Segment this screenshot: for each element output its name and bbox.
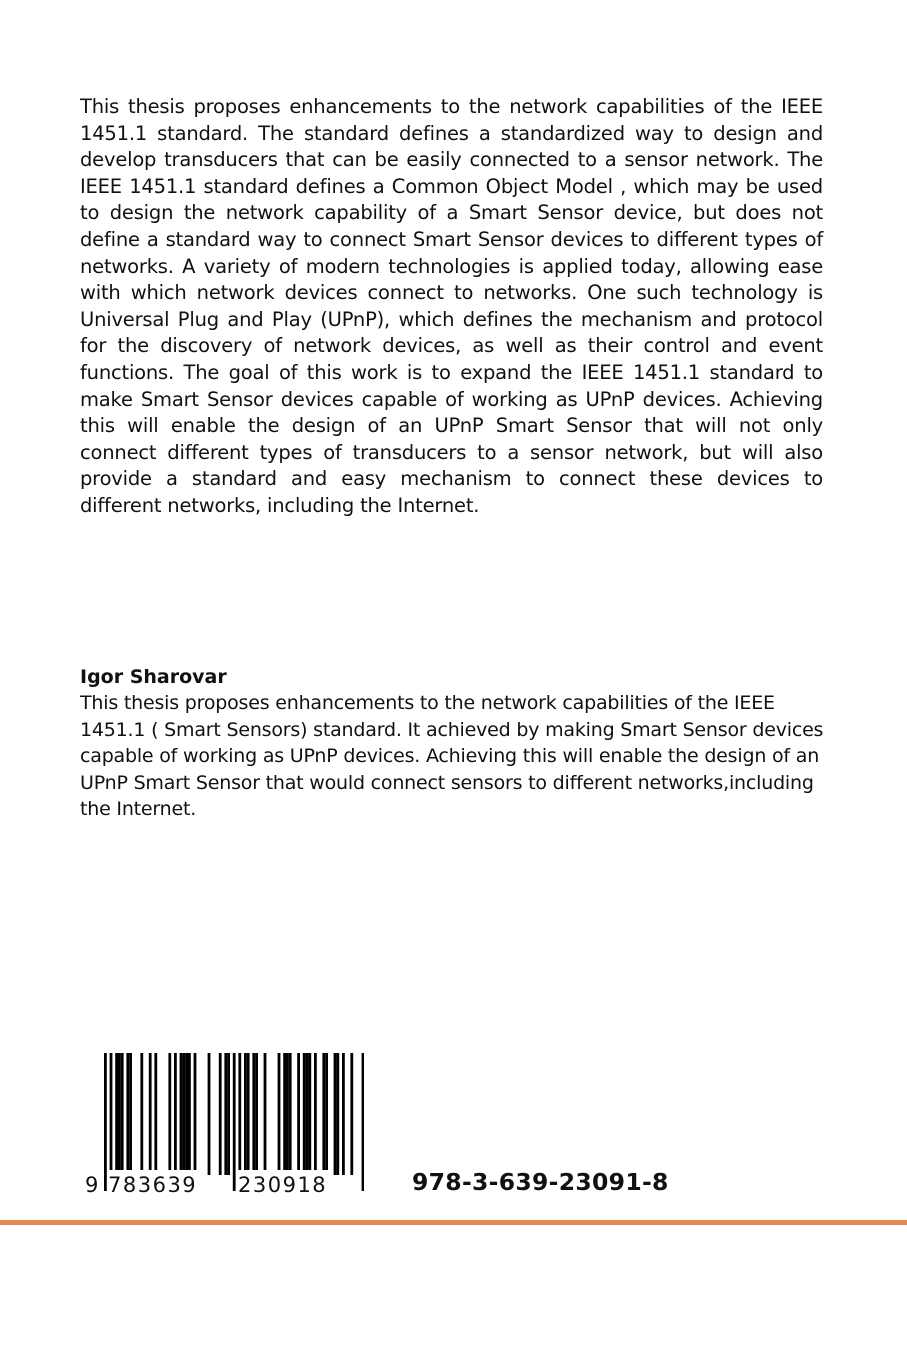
barcode-bar	[255, 1053, 258, 1175]
barcode-bar	[140, 1053, 143, 1175]
barcode-bar	[188, 1053, 191, 1175]
author-section	[80, 664, 825, 823]
barcode-bar	[278, 1053, 281, 1175]
author-summary-line: UPnP Smart Sensor that would connect sensors to different networks,including	[80, 771, 814, 794]
barcode-bar	[308, 1053, 311, 1175]
barcode-bar	[297, 1053, 300, 1175]
barcode-bar	[185, 1053, 188, 1175]
barcode-bar	[154, 1053, 157, 1175]
author-summary	[80, 690, 825, 823]
barcode-bar	[182, 1053, 185, 1175]
barcode-bar	[227, 1053, 230, 1175]
barcode-bar	[149, 1053, 152, 1175]
author-name: Igor Sharovar	[80, 666, 227, 688]
barcode-bar	[252, 1053, 255, 1175]
barcode-bar	[286, 1053, 289, 1175]
barcode-bar	[283, 1053, 286, 1175]
barcode-bar	[194, 1053, 197, 1175]
barcode-bar	[174, 1053, 177, 1175]
barcode-bar	[219, 1053, 222, 1175]
barcode-bar	[115, 1053, 118, 1175]
barcode-bar	[336, 1053, 339, 1175]
barcode-bar	[118, 1053, 121, 1175]
author-summary-line: the Internet.	[80, 798, 197, 820]
barcode-bar	[306, 1053, 309, 1175]
back-cover-abstract: This thesis proposes enhancements to the network capabilities of the IEEE 1451.1 standard. The standard defines a standardized way to design and develop transducers that can be easily connected to a sensor network. The IEEE 1451.1 standard defines a Common Object Model , which may be used to design the network capability of a Smart Sensor device, but does not define a standard way to connect Smart Sensor devices to different types of networks. A variety of modern technologies is applied today, allowing ease with which network devices connect to networks. One such technology is Universal Plug and Play (UPnP), which defines the mechanism and protocol for the discovery of network devices, as well as their control and event functions. The goal of this work is to expand the IEEE 1451.1 standard to make Smart Sensor devices capable of working as UPnP devices. Achieving this will enable the design of an UPnP Smart Sensor that will not only connect different types of transducers to a sensor network, but will also provide a standard and easy mechanism to connect these devices to different networks, including the Internet.	[80, 95, 823, 517]
barcode-bar	[264, 1053, 267, 1175]
barcode-bar	[322, 1053, 325, 1175]
accent-rule	[0, 1220, 907, 1225]
barcode-digit-first: 9	[84, 1170, 99, 1200]
barcode-bar	[126, 1053, 129, 1175]
barcode-bar	[350, 1053, 353, 1175]
barcode-digits	[84, 1170, 364, 1200]
barcode-bar	[325, 1053, 328, 1175]
barcode-bar	[208, 1053, 211, 1175]
barcode-bar	[303, 1053, 306, 1175]
author-summary-line: capable of working as UPnP devices. Achieving this will enable the design of an	[80, 745, 820, 767]
barcode-bar	[247, 1053, 250, 1175]
author-summary-line: This thesis proposes enhancements to the network capabilities of the IEEE	[80, 692, 775, 714]
isbn-number: 978-3-639-23091-8	[412, 1168, 669, 1196]
barcode-bar	[224, 1053, 227, 1175]
barcode-bar	[121, 1053, 124, 1175]
isbn-barcode	[84, 1053, 364, 1198]
barcode-bar	[168, 1053, 171, 1175]
barcode-bar	[342, 1053, 345, 1175]
barcode-bar	[180, 1053, 183, 1175]
author-summary-line: 1451.1 ( Smart Sensors) standard. It achieved by making Smart Sensor devices	[80, 718, 824, 741]
barcode-bar	[314, 1053, 317, 1175]
barcode-bar	[129, 1053, 132, 1175]
barcode-bar	[334, 1053, 337, 1175]
barcode-bar	[244, 1053, 247, 1175]
barcode-digits-left: 783639	[107, 1170, 198, 1200]
barcode-bar	[289, 1053, 292, 1175]
barcode-digits-right: 230918	[237, 1170, 328, 1200]
